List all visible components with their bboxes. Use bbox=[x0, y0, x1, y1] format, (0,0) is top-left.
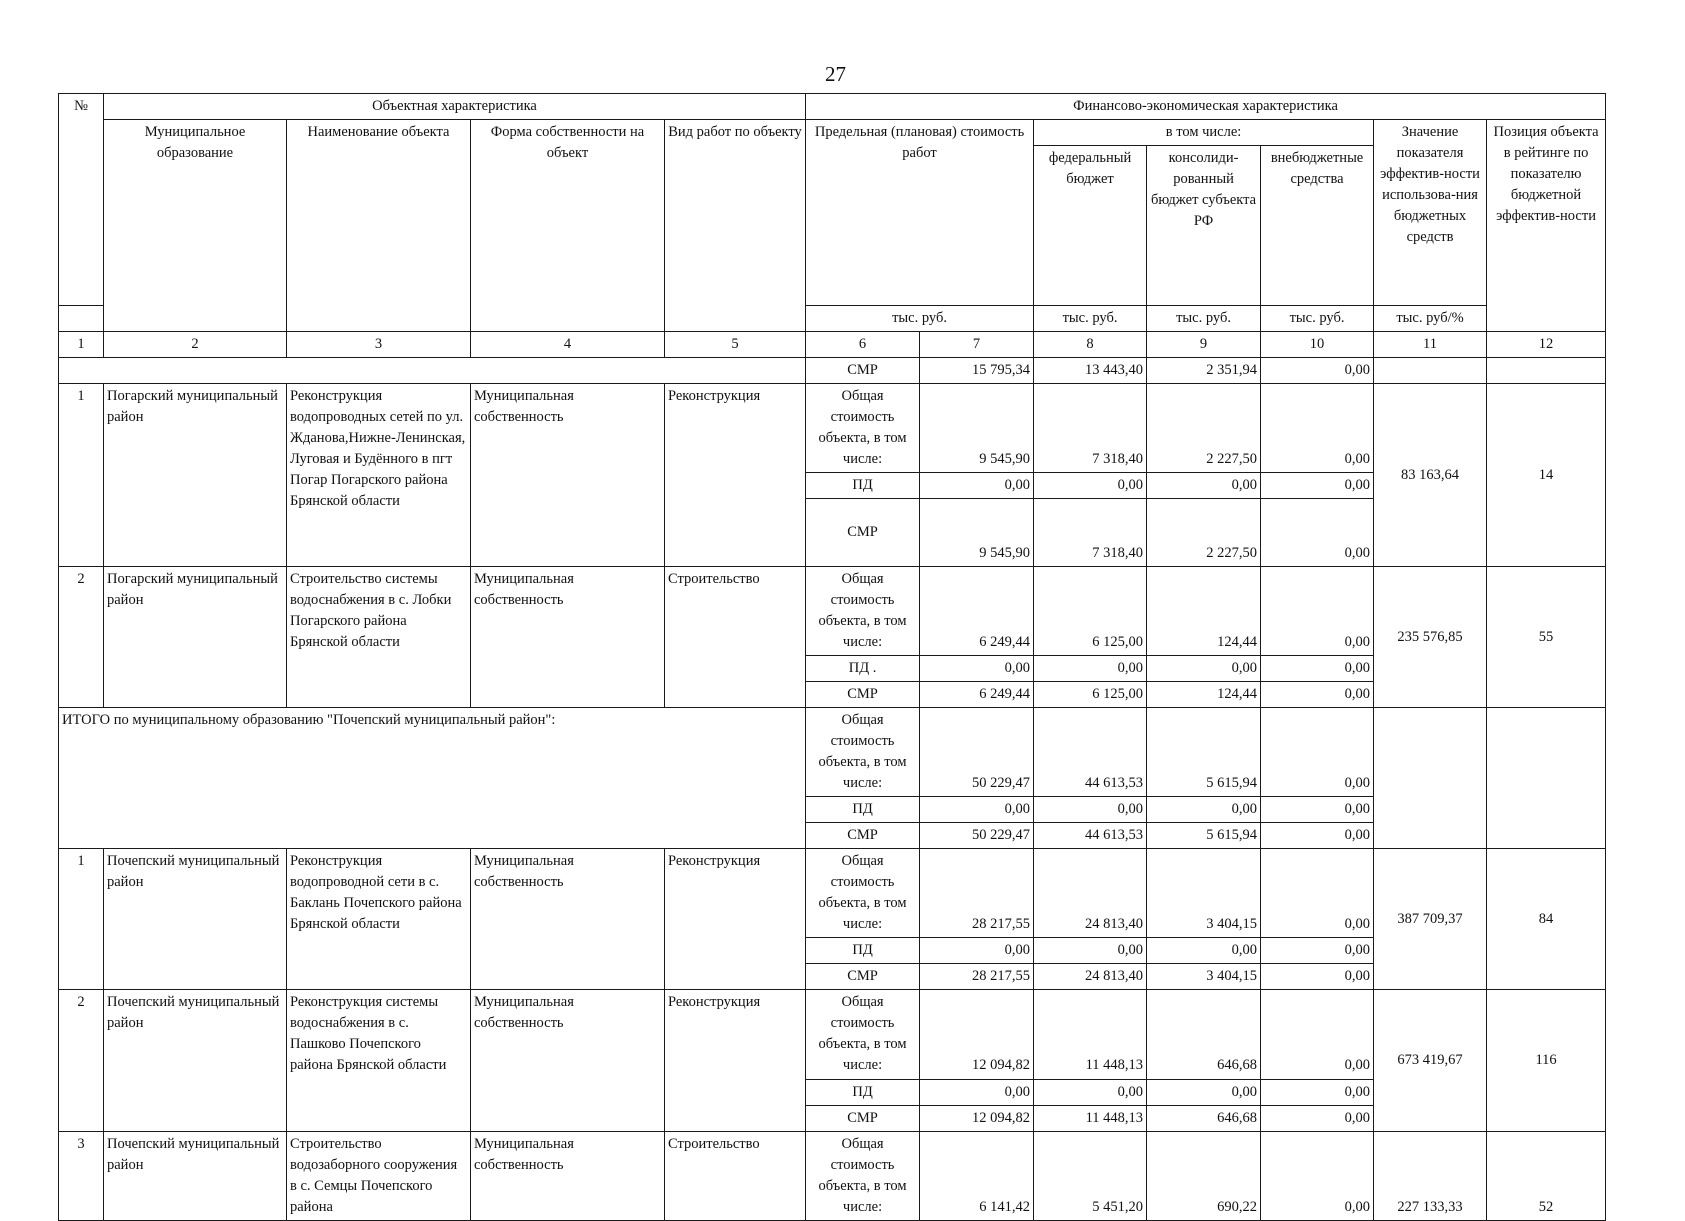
federal-value: 7 318,40 bbox=[1034, 499, 1147, 567]
indicator-value: 227 133,33 bbox=[1374, 1131, 1487, 1220]
table-row bbox=[59, 1131, 1606, 1220]
extrabudget-value: 0,00 bbox=[1261, 849, 1374, 938]
consolidated-value: 124,44 bbox=[1147, 682, 1261, 708]
row-label: ПД bbox=[806, 938, 920, 964]
header-federal: федеральный бюджет bbox=[1034, 146, 1147, 306]
municipality-cell: Погарский муниципальный район bbox=[104, 567, 287, 708]
row-number: 2 bbox=[59, 567, 104, 708]
consolidated-value: 2 351,94 bbox=[1147, 358, 1261, 384]
federal-value: 44 613,53 bbox=[1034, 823, 1147, 849]
federal-value: 0,00 bbox=[1034, 1079, 1147, 1105]
extrabudget-value: 0,00 bbox=[1261, 499, 1374, 567]
consolidated-value: 0,00 bbox=[1147, 1079, 1261, 1105]
municipality-cell: Почепский муниципальный район bbox=[104, 990, 287, 1131]
object-name-cell: Реконструкция водопроводной сети в с. Баклань Почепского района Брянской области bbox=[287, 849, 471, 990]
federal-value: 24 813,40 bbox=[1034, 849, 1147, 938]
cost-value: 6 249,44 bbox=[920, 567, 1034, 656]
col-number: 8 bbox=[1034, 332, 1147, 358]
federal-value: 0,00 bbox=[1034, 938, 1147, 964]
row-label: СМР bbox=[806, 964, 920, 990]
blank-cell bbox=[1487, 358, 1606, 384]
extrabudget-value: 0,00 bbox=[1261, 964, 1374, 990]
col-number: 9 bbox=[1147, 332, 1261, 358]
cost-value: 0,00 bbox=[920, 656, 1034, 682]
row-label: Общая стоимость объекта, в том числе: bbox=[806, 384, 920, 473]
header-no: № bbox=[59, 94, 104, 306]
work-type-cell: Строительство bbox=[665, 1131, 806, 1220]
cost-value: 50 229,47 bbox=[920, 708, 1034, 797]
blank-cell bbox=[1374, 358, 1487, 384]
table-row bbox=[59, 849, 1606, 938]
consolidated-value: 2 227,50 bbox=[1147, 384, 1261, 473]
row-label: СМР bbox=[806, 823, 920, 849]
federal-value: 6 125,00 bbox=[1034, 567, 1147, 656]
col-number: 7 bbox=[920, 332, 1034, 358]
extrabudget-value: 0,00 bbox=[1261, 656, 1374, 682]
row-label: Общая стоимость объекта, в том числе: bbox=[806, 1131, 920, 1220]
header-ownership: Форма собственности на объект bbox=[471, 120, 665, 332]
cost-value: 0,00 bbox=[920, 473, 1034, 499]
header-extrabudget: внебюджетные средства bbox=[1261, 146, 1374, 306]
cost-value: 9 545,90 bbox=[920, 499, 1034, 567]
row-number: 3 bbox=[59, 1131, 104, 1220]
position-value: 55 bbox=[1487, 567, 1606, 708]
row-label: СМР bbox=[806, 682, 920, 708]
extrabudget-value: 0,00 bbox=[1261, 938, 1374, 964]
consolidated-value: 0,00 bbox=[1147, 938, 1261, 964]
extrabudget-value: 0,00 bbox=[1261, 473, 1374, 499]
cost-value: 28 217,55 bbox=[920, 849, 1034, 938]
extrabudget-value: 0,00 bbox=[1261, 358, 1374, 384]
row-number: 1 bbox=[59, 384, 104, 567]
header-object-name: Наименование объекта bbox=[287, 120, 471, 332]
table-row bbox=[59, 708, 1606, 797]
federal-value: 24 813,40 bbox=[1034, 964, 1147, 990]
extrabudget-value: 0,00 bbox=[1261, 990, 1374, 1079]
federal-value: 0,00 bbox=[1034, 797, 1147, 823]
extrabudget-value: 0,00 bbox=[1261, 1079, 1374, 1105]
position-value: 14 bbox=[1487, 384, 1606, 567]
object-name-cell: Реконструкция водопроводных сетей по ул. Жданова,Нижне-Ленинская, Луговая и Будённого в пгт Погар Погарского района Брянской области bbox=[287, 384, 471, 567]
municipality-cell: Почепский муниципальный район bbox=[104, 1131, 287, 1220]
cost-value: 0,00 bbox=[920, 1079, 1034, 1105]
blank-cell bbox=[1374, 708, 1487, 849]
table-row bbox=[59, 990, 1606, 1079]
header-work-type: Вид работ по объекту bbox=[665, 120, 806, 332]
col-number: 5 bbox=[665, 332, 806, 358]
header-no-cont bbox=[59, 306, 104, 332]
cost-value: 50 229,47 bbox=[920, 823, 1034, 849]
consolidated-value: 5 615,94 bbox=[1147, 708, 1261, 797]
col-number: 6 bbox=[806, 332, 920, 358]
cost-value: 6 249,44 bbox=[920, 682, 1034, 708]
unit-extrabudget: тыс. руб. bbox=[1261, 306, 1374, 332]
ownership-cell: Муниципальная собственность bbox=[471, 849, 665, 990]
row-label: ПД bbox=[806, 797, 920, 823]
federal-value: 6 125,00 bbox=[1034, 682, 1147, 708]
row-label: ПД bbox=[806, 1079, 920, 1105]
cost-value: 12 094,82 bbox=[920, 1105, 1034, 1131]
col-number: 10 bbox=[1261, 332, 1374, 358]
object-name-cell: Реконструкция системы водоснабжения в с. Пашково Почепского района Брянской области bbox=[287, 990, 471, 1131]
unit-federal: тыс. руб. bbox=[1034, 306, 1147, 332]
header-indicator: Значение показателя эффектив-ности использова-ния бюджетных средств bbox=[1374, 120, 1487, 306]
col-number: 2 bbox=[104, 332, 287, 358]
header-finance-char: Финансово-экономическая характеристика bbox=[806, 94, 1606, 120]
federal-value: 7 318,40 bbox=[1034, 384, 1147, 473]
federal-value: 11 448,13 bbox=[1034, 1105, 1147, 1131]
row-label: ПД bbox=[806, 473, 920, 499]
col-number: 12 bbox=[1487, 332, 1606, 358]
header-municipality: Муниципальное образование bbox=[104, 120, 287, 332]
header-cost: Предельная (плановая) стоимость работ bbox=[806, 120, 1034, 306]
position-value: 116 bbox=[1487, 990, 1606, 1131]
header-position: Позиция объекта в рейтинге по показателю бюджетной эффектив-ности bbox=[1487, 120, 1606, 332]
consolidated-value: 2 227,50 bbox=[1147, 499, 1261, 567]
consolidated-value: 5 615,94 bbox=[1147, 823, 1261, 849]
federal-value: 0,00 bbox=[1034, 656, 1147, 682]
consolidated-value: 3 404,15 bbox=[1147, 849, 1261, 938]
cost-value: 6 141,42 bbox=[920, 1131, 1034, 1220]
work-type-cell: Реконструкция bbox=[665, 990, 806, 1131]
consolidated-value: 646,68 bbox=[1147, 990, 1261, 1079]
blank-cell bbox=[59, 358, 806, 384]
row-number: 2 bbox=[59, 990, 104, 1131]
table-row bbox=[59, 567, 1606, 656]
col-number: 3 bbox=[287, 332, 471, 358]
row-label: Общая стоимость объекта, в том числе: bbox=[806, 708, 920, 797]
indicator-value: 235 576,85 bbox=[1374, 567, 1487, 708]
header-object-char: Объектная характеристика bbox=[104, 94, 806, 120]
row-label: СМР bbox=[806, 499, 920, 567]
cost-value: 28 217,55 bbox=[920, 964, 1034, 990]
column-numbers-row bbox=[59, 332, 1606, 358]
object-name-cell: Строительство системы водоснабжения в с. Лобки Погарского района Брянской области bbox=[287, 567, 471, 708]
indicator-value: 387 709,37 bbox=[1374, 849, 1487, 990]
extrabudget-value: 0,00 bbox=[1261, 682, 1374, 708]
ownership-cell: Муниципальная собственность bbox=[471, 990, 665, 1131]
consolidated-value: 0,00 bbox=[1147, 797, 1261, 823]
header-row-2 bbox=[59, 120, 1606, 146]
row-label: ПД . bbox=[806, 656, 920, 682]
extrabudget-value: 0,00 bbox=[1261, 1105, 1374, 1131]
municipality-cell: Погарский муниципальный район bbox=[104, 384, 287, 567]
federal-value: 44 613,53 bbox=[1034, 708, 1147, 797]
cost-value: 15 795,34 bbox=[920, 358, 1034, 384]
municipality-cell: Почепский муниципальный район bbox=[104, 849, 287, 990]
row-label: Общая стоимость объекта, в том числе: bbox=[806, 567, 920, 656]
federal-value: 11 448,13 bbox=[1034, 990, 1147, 1079]
extrabudget-value: 0,00 bbox=[1261, 823, 1374, 849]
ownership-cell: Муниципальная собственность bbox=[471, 1131, 665, 1220]
cost-value: 0,00 bbox=[920, 797, 1034, 823]
header-incl: в том числе: bbox=[1034, 120, 1374, 146]
unit-consolidated: тыс. руб. bbox=[1147, 306, 1261, 332]
indicator-value: 673 419,67 bbox=[1374, 990, 1487, 1131]
row-number: 1 bbox=[59, 849, 104, 990]
extrabudget-value: 0,00 bbox=[1261, 797, 1374, 823]
indicator-value: 83 163,64 bbox=[1374, 384, 1487, 567]
row-label: СМР bbox=[806, 358, 920, 384]
col-number: 11 bbox=[1374, 332, 1487, 358]
header-consolidated: консолиди-рованный бюджет субъекта РФ bbox=[1147, 146, 1261, 306]
cost-value: 9 545,90 bbox=[920, 384, 1034, 473]
federal-value: 13 443,40 bbox=[1034, 358, 1147, 384]
extrabudget-value: 0,00 bbox=[1261, 567, 1374, 656]
table-row bbox=[59, 384, 1606, 473]
extrabudget-value: 0,00 bbox=[1261, 708, 1374, 797]
object-name-cell: Строительство водозаборного сооружения в с. Семцы Почепского района bbox=[287, 1131, 471, 1220]
work-type-cell: Реконструкция bbox=[665, 384, 806, 567]
position-value: 52 bbox=[1487, 1131, 1606, 1220]
consolidated-value: 124,44 bbox=[1147, 567, 1261, 656]
consolidated-value: 0,00 bbox=[1147, 656, 1261, 682]
blank-cell bbox=[1487, 708, 1606, 849]
federal-value: 0,00 bbox=[1034, 473, 1147, 499]
consolidated-value: 3 404,15 bbox=[1147, 964, 1261, 990]
ownership-cell: Муниципальная собственность bbox=[471, 384, 665, 567]
consolidated-value: 646,68 bbox=[1147, 1105, 1261, 1131]
cost-value: 12 094,82 bbox=[920, 990, 1034, 1079]
extrabudget-value: 0,00 bbox=[1261, 1131, 1374, 1220]
work-type-cell: Реконструкция bbox=[665, 849, 806, 990]
consolidated-value: 690,22 bbox=[1147, 1131, 1261, 1220]
page-number: 27 bbox=[825, 62, 846, 86]
budget-table bbox=[58, 93, 1606, 1221]
table-row bbox=[59, 358, 1606, 384]
position-value: 84 bbox=[1487, 849, 1606, 990]
work-type-cell: Строительство bbox=[665, 567, 806, 708]
col-number: 1 bbox=[59, 332, 104, 358]
unit-cost: тыс. руб. bbox=[806, 306, 1034, 332]
col-number: 4 bbox=[471, 332, 665, 358]
consolidated-value: 0,00 bbox=[1147, 473, 1261, 499]
total-label: ИТОГО по муниципальному образованию "Почепский муниципальный район": bbox=[59, 708, 806, 849]
row-label: Общая стоимость объекта, в том числе: bbox=[806, 849, 920, 938]
cost-value: 0,00 bbox=[920, 938, 1034, 964]
row-label: СМР bbox=[806, 1105, 920, 1131]
header-row-1 bbox=[59, 94, 1606, 120]
federal-value: 5 451,20 bbox=[1034, 1131, 1147, 1220]
ownership-cell: Муниципальная собственность bbox=[471, 567, 665, 708]
extrabudget-value: 0,00 bbox=[1261, 384, 1374, 473]
unit-indicator: тыс. руб/% bbox=[1374, 306, 1487, 332]
row-label: Общая стоимость объекта, в том числе: bbox=[806, 990, 920, 1079]
